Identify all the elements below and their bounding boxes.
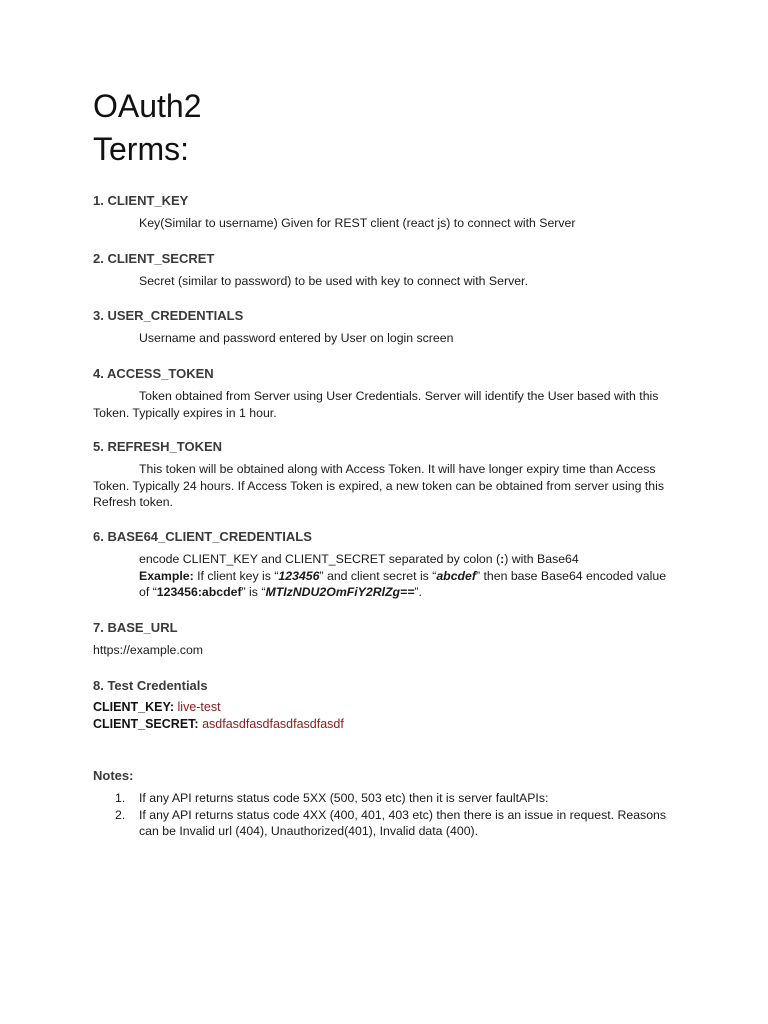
example-pair: 123456:abcdef [156,585,242,599]
note-number: 1. [115,791,126,805]
credential-key-value: live-test [177,700,221,714]
note-item [93,807,673,840]
term-heading-test-credentials: 8. Test Credentials [93,678,208,693]
term-text-user-credentials: Username and password entered by User on login screen [139,331,454,345]
base64-colon: : [500,552,505,566]
term-heading-client-key: 1. CLIENT_KEY [93,193,189,208]
term-heading-client-secret: 2. CLIENT_SECRET [93,251,215,266]
page-title-line-1: OAuth2 [93,88,202,124]
notes-heading: Notes: [93,768,134,783]
example-text-4: ” is “ [241,585,266,599]
term-text-access-token: Token obtained from Server using User Credentials. Server will identify the User based with this Token. Typically expires in 1 hour. [93,389,659,420]
base64-encode-post: ) with Base64 [504,552,579,566]
credential-secret-value: asdfasdfasdfasdfasdfasdf [202,717,344,731]
base64-encode-pre: encode CLIENT_KEY and CLIENT_SECRET separated by colon ( [139,552,501,566]
example-text-2: ” and client secret is “ [319,568,437,583]
term-text-refresh-token: This token will be obtained along with Access Token. It will have longer expiry time than Access Token. Typically 24 hours. If Access Token is expired, a new token can be obtained from server using this Refresh token. [93,462,664,509]
term-text-client-key: Key(Similar to username) Given for REST client (react js) to connect with Server [139,216,576,230]
note-text: If any API returns status code 5XX (500, 503 etc) then it is server faultAPIs: [139,791,549,805]
term-text-client-secret: Secret (similar to password) to be used with key to connect with Server. [139,274,528,288]
example-text-1: If client key is “ [193,568,279,583]
base64-example [139,568,673,601]
example-client-key: 123456 [278,568,320,583]
note-item [93,790,673,807]
term-heading-base-url: 7. BASE_URL [93,620,178,635]
note-text: If any API returns status code 4XX (400, 401, 403 etc) then there is an issue in request. Reasons can be Invalid url (404), Unauthorized(401), Invalid data (400). [139,807,667,838]
credential-client-key [93,699,221,716]
term-text-base64-client-credentials [139,551,673,601]
page-title-line-2: Terms: [93,131,189,167]
example-text-5: ”. [414,585,422,599]
note-number: 2. [115,807,126,822]
term-heading-base64-client-credentials: 6. BASE64_CLIENT_CREDENTIALS [93,529,312,544]
credential-client-secret [93,716,344,733]
example-encoded-value: MTIzNDU2OmFiY2RlZg== [265,585,415,599]
base64-encode-line [139,551,673,568]
credential-secret-label: CLIENT_SECRET: [93,717,199,731]
example-label: Example: [139,568,194,583]
credential-key-label: CLIENT_KEY: [93,700,175,714]
term-heading-refresh-token: 5. REFRESH_TOKEN [93,439,223,454]
term-heading-user-credentials: 3. USER_CREDENTIALS [93,308,244,323]
term-heading-access-token: 4. ACCESS_TOKEN [93,366,214,381]
base-url-text: https://example.com [93,643,204,657]
notes-list [93,790,673,840]
example-client-secret: abcdef [436,568,476,583]
example-text-3: ” then base Base64 encoded value of “ [139,568,667,599]
